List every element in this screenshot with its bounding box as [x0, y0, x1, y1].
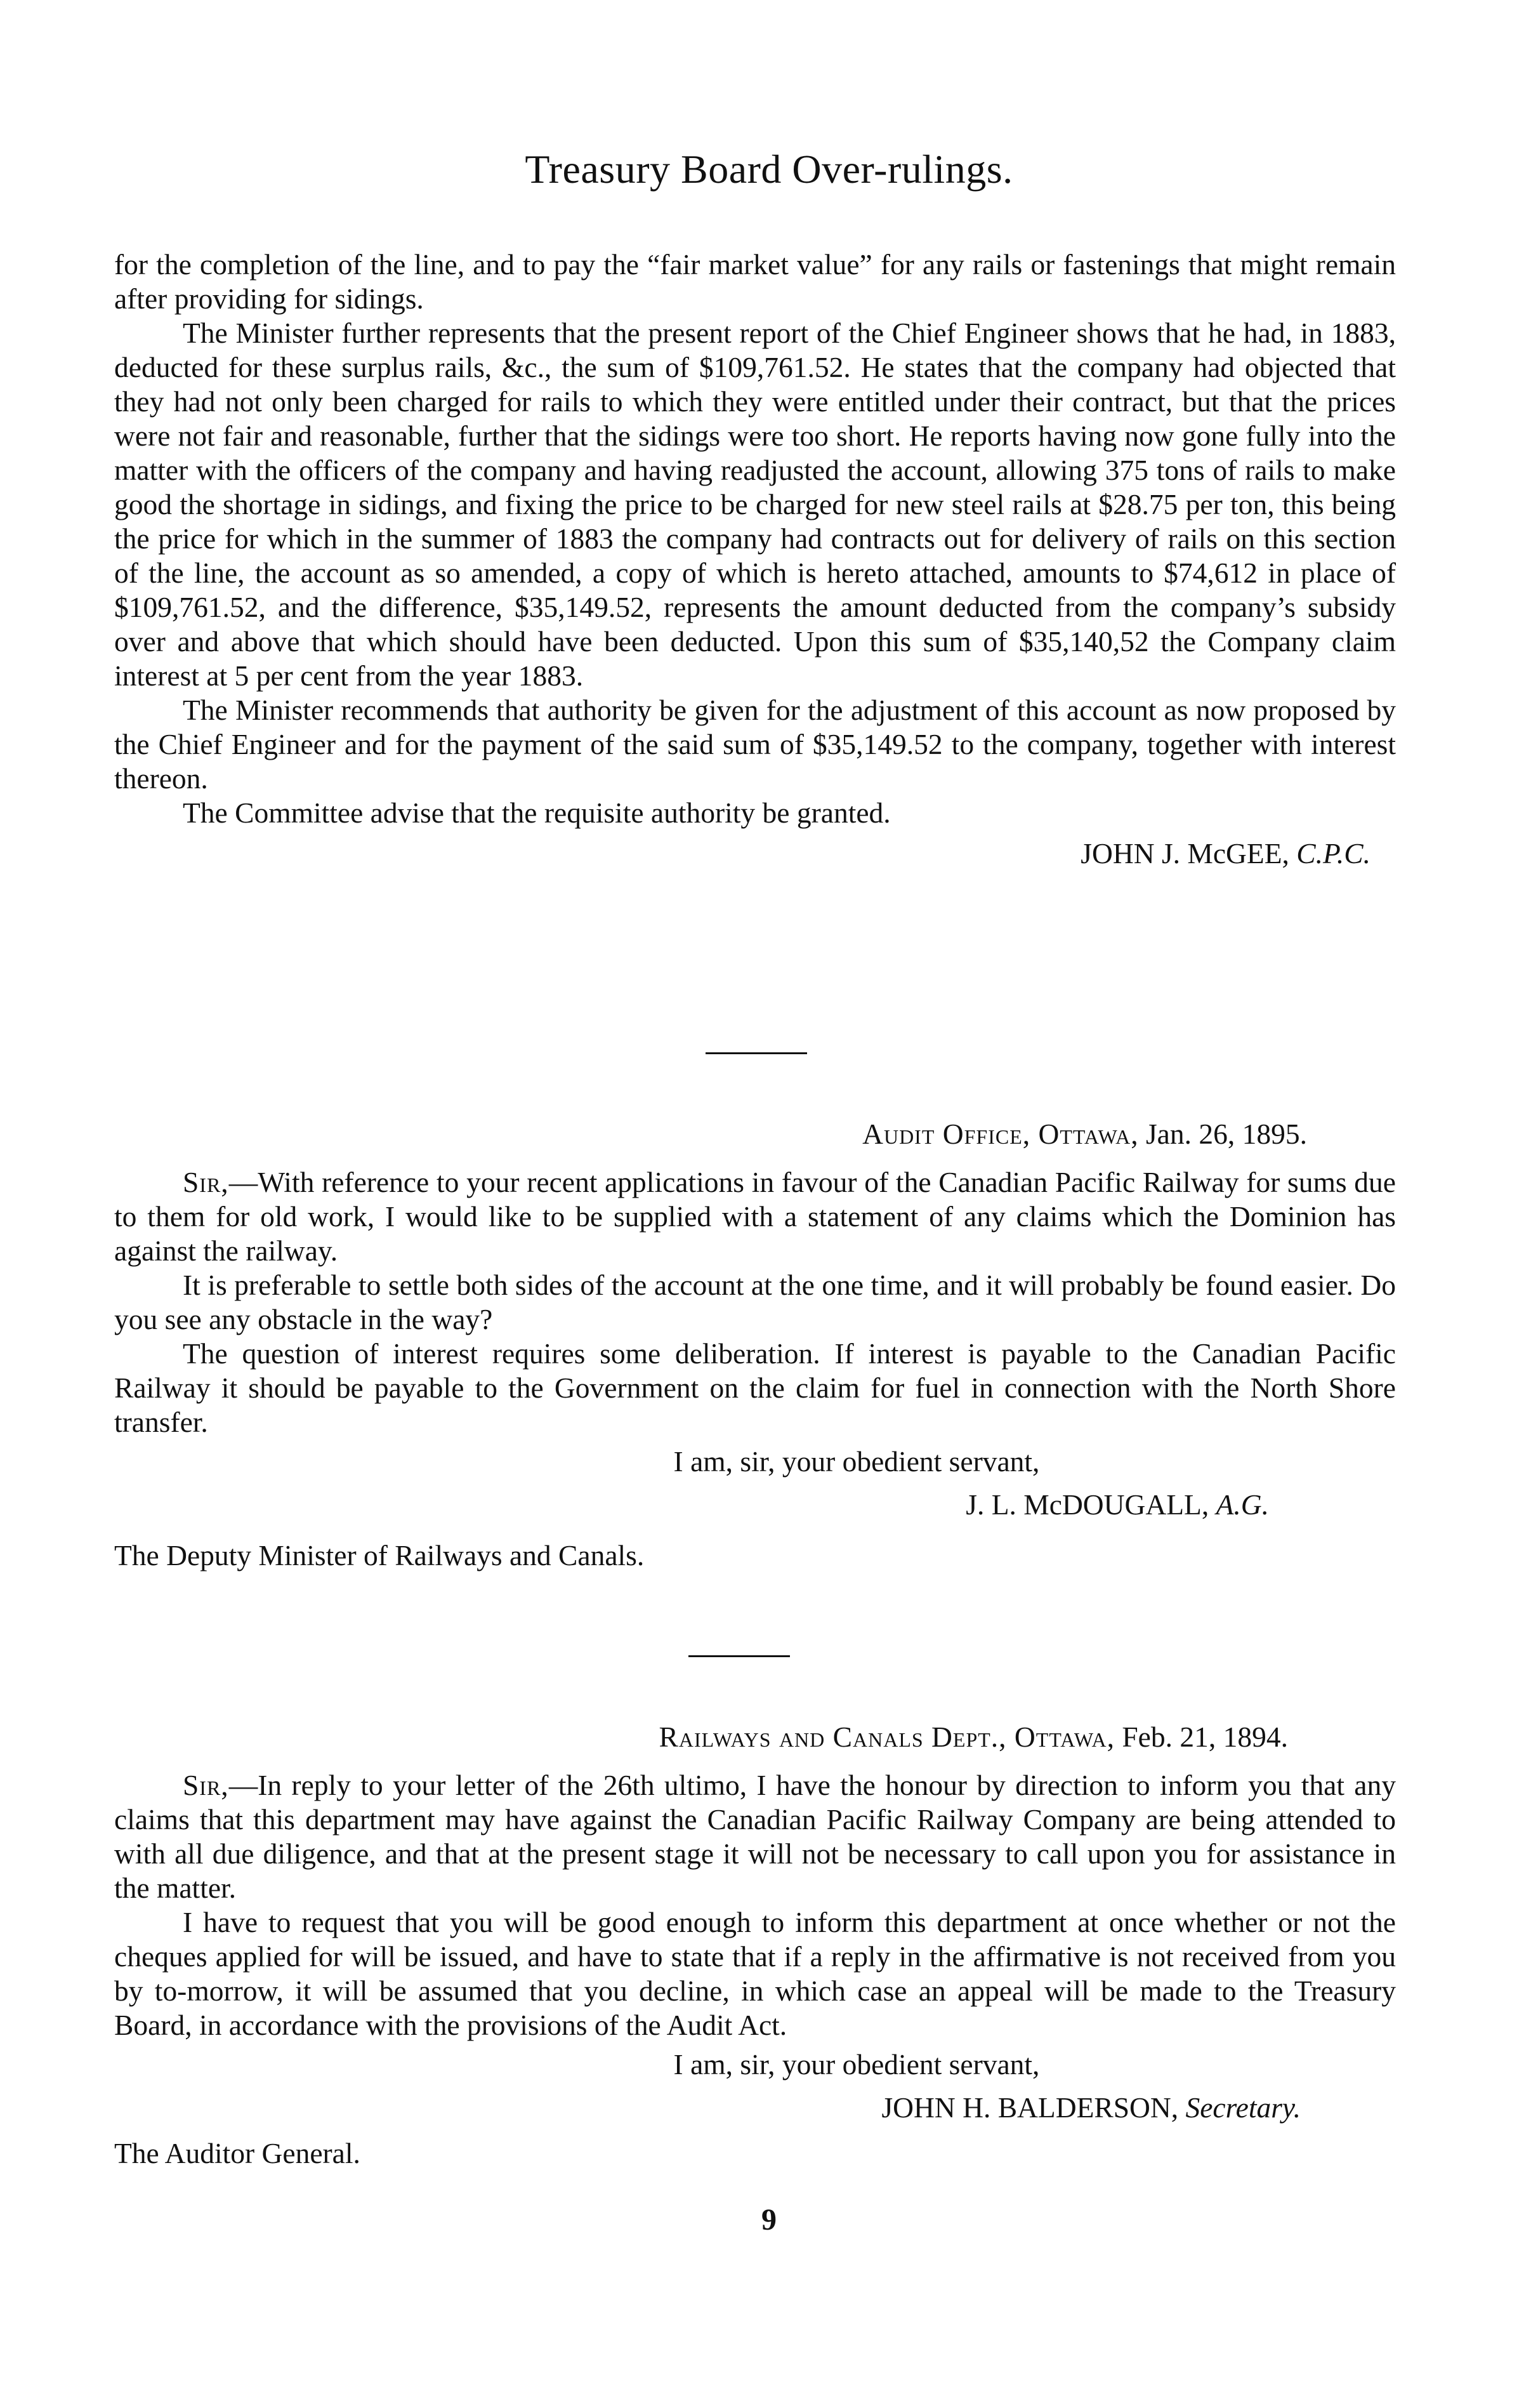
complimentary-close: I am, sir, your obedient servant, — [673, 1445, 1040, 1478]
letter-signature — [114, 1488, 1396, 1522]
signature-title: A.G. — [1216, 1488, 1269, 1521]
letter-paragraph: Sir,—With reference to your recent applications in favour of the Canadian Pacific Railway for sums due to them for old work, I would like to be supplied with a statement of any claims which the Dominion has against the railway. — [114, 1166, 1396, 1267]
letter-railways-canals — [114, 1720, 1396, 2171]
letter-paragraph: It is preferable to settle both sides of the account at the one time, and it will probably be found easier. Do you see any obstacle in the way? — [114, 1269, 1396, 1335]
order-in-council — [114, 248, 1396, 871]
order-paragraph: The Committee advise that the requisite authority be granted. — [183, 797, 891, 829]
dateline — [114, 1117, 1396, 1151]
signature-name: JOHN J. McGEE, — [1081, 837, 1289, 870]
salutation: Sir, — [183, 1166, 229, 1198]
addressee: The Deputy Minister of Railways and Canals. — [114, 1539, 645, 1571]
dateline-date: Jan. 26, 1895. — [1145, 1118, 1307, 1150]
letter-paragraph: I have to request that you will be good enough to inform this department at once whether or not the cheques applied for will be issued, and have to state that if a reply in the affirmative is not received from you by to-morrow, it will be assumed that you decline, in which case an appeal will be made to the Treasury Board, in accordance with the provisions of the Audit Act. — [114, 1906, 1396, 2041]
addressee: The Auditor General. — [114, 2137, 360, 2169]
order-paragraph: The Minister recommends that authority be given for the adjustment of this account as now proposed by the Chief Engineer and for the payment of the said sum of $35,149.52 to the company, together with interest thereon. — [114, 694, 1396, 795]
salutation: Sir, — [183, 1769, 229, 1801]
dateline — [114, 1720, 1396, 1754]
complimentary-close: I am, sir, your obedient servant, — [673, 2048, 1040, 2081]
running-head: Treasury Board Over-rulings. — [525, 147, 1013, 192]
order-paragraph: for the completion of the line, and to pay the “fair market value” for any rails or fastenings that might remain after providing for sidings. — [114, 248, 1396, 315]
signature-title: Secretary. — [1185, 2091, 1301, 2124]
dateline-place: Railways and Canals Dept., Ottawa, — [659, 1721, 1115, 1753]
dateline-date: Feb. 21, 1894. — [1122, 1721, 1288, 1753]
section-divider — [706, 1052, 807, 1054]
section-divider — [688, 1655, 790, 1657]
signature-name: JOHN H. BALDERSON, — [881, 2091, 1179, 2124]
signature-name: J. L. McDOUGALL, — [966, 1488, 1209, 1521]
letter-paragraph: Sir,—In reply to your letter of the 26th ultimo, I have the honour by direction to inform you that any claims that this department may have against the Canadian Pacific Railway Company are being attended to with all due diligence, and that at the present stage it will not be necessary to call upon you for assistance in the matter. — [114, 1769, 1396, 1904]
page-number: 9 — [761, 2203, 777, 2237]
letter-signature — [114, 2091, 1396, 2125]
order-signature — [114, 837, 1396, 871]
order-paragraph: The Minister further represents that the present report of the Chief Engineer shows that he had, in 1883, deducted for these surplus rails, &c., the sum of $109,761.52. He states that the company had objected that they had not only been charged for rails to which they were entitled under their contract, but that the prices were not fair and reasonable, further that the sidings were too short. He reports having now gone fully into the matter with the officers of the company and having readjusted the account, allowing 375 tons of rails to make good the shortage in sidings, and fixing the price to be charged for new steel rails at $28.75 per ton, this being the price for which in the summer of 1883 the company had contracts out for delivery of rails on this section of the line, the account as so amended, a copy of which is hereto attached, amounts to $74,612 in place of $109,761.52, and the difference, $35,149.52, represents the amount deducted from the company’s subsidy over and above that which should have been deducted. Upon this sum of $35,140,52 the Company claim interest at 5 per cent from the year 1883. — [114, 317, 1396, 692]
dateline-place: Audit Office, Ottawa, — [862, 1118, 1139, 1150]
letter-audit-office — [114, 1117, 1396, 1573]
signature-title: C.P.C. — [1296, 837, 1370, 870]
letter-paragraph: The question of interest requires some deliberation. If interest is payable to the Canadian Pacific Railway it should be payable to the Government on the claim for fuel in connection with the North Shore transfer. — [114, 1337, 1396, 1438]
